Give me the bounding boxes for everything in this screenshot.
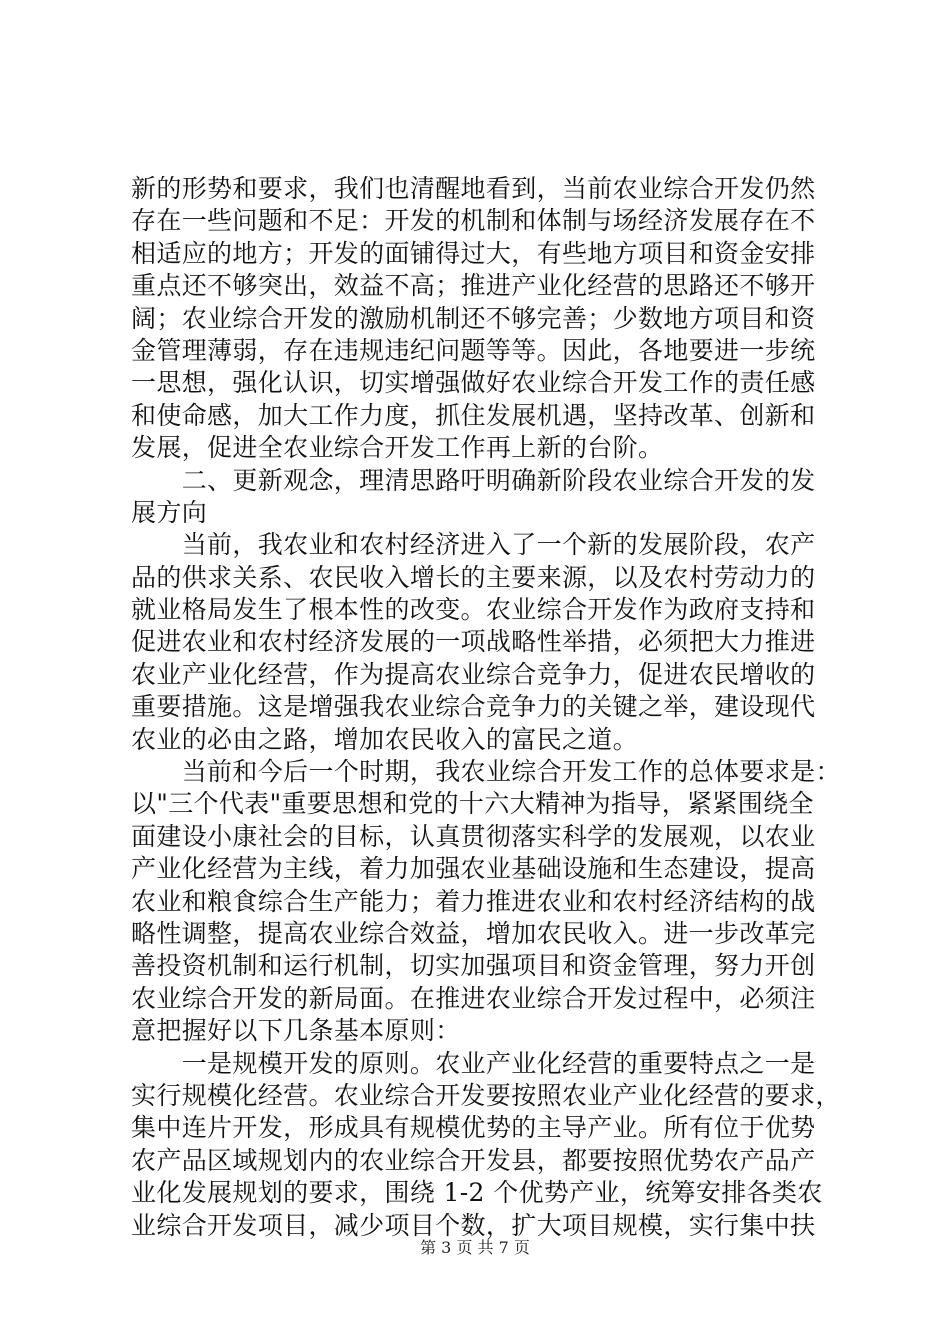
- text-line: 存在一些问题和不足：开发的机制和体制与场经济发展存在不: [131, 206, 816, 236]
- text-line: 农业综合开发的新局面。在推进农业综合开发过程中，必须注: [131, 983, 816, 1013]
- text-line: 品的供求关系、农民收入增长的主要来源，以及农村劳动力的: [131, 562, 816, 592]
- text-line: 发展，促进全农业综合开发工作再上新的台阶。: [131, 433, 664, 463]
- text-line: 展方向: [131, 497, 208, 527]
- text-line: 金管理薄弱，存在违规违纪问题等等。因此，各地要进一步统: [131, 335, 816, 365]
- text-line: 当前，我农业和农村经济进入了一个新的发展阶段，农产: [131, 530, 816, 560]
- text-line: 新的形势和要求，我们也清醒地看到，当前农业综合开发仍然: [131, 174, 816, 203]
- text-line: 农业的必由之路，增加农民收入的富民之道。: [131, 724, 639, 754]
- text-line: 实行规模化经营。农业综合开发要按照农业产业化经营的要求，: [131, 1080, 841, 1110]
- text-line: 农业和粮食综合生产能力；着力推进农业和农村经济结构的战: [131, 886, 816, 916]
- page-footer: 第 3 页 共 7 页: [420, 1238, 530, 1257]
- text-line: 以"三个代表"重要思想和党的十六大精神为指导，紧紧围绕全: [131, 789, 814, 819]
- text-line: 二、更新观念，理清思路吁明确新阶段农业综合开发的发: [131, 465, 816, 495]
- text-line: 业化发展规划的要求，围绕 1-2 个优势产业，统筹安排各类农: [131, 1178, 823, 1208]
- text-line: 阔；农业综合开发的激励机制还不够完善；少数地方项目和资: [131, 303, 816, 333]
- text-line: 一思想，强化认识，切实增强做好农业综合开发工作的责任感: [131, 368, 816, 398]
- text-line: 集中连片开发，形成具有规模优势的主导产业。所有位于优势: [131, 1113, 816, 1143]
- text-line: 促进农业和农村经济发展的一项战略性举措，必须把大力推进: [131, 627, 816, 657]
- text-line: 面建设小康社会的目标，认真贯彻落实科学的发展观，以农业: [131, 821, 816, 851]
- text-line: 产业化经营为主线，着力加强农业基础设施和生态建设，提高: [131, 854, 816, 884]
- text-line: 重点还不够突出，效益不高；推进产业化经营的思路还不够开: [131, 271, 816, 301]
- text-line: 农业产业化经营，作为提高农业综合竞争力，促进农民增收的: [131, 659, 816, 689]
- text-line: 善投资机制和运行机制，切实加强项目和资金管理，努力开创: [131, 951, 816, 981]
- text-line: 一是规模开发的原则。农业产业化经营的重要特点之一是: [131, 1048, 816, 1078]
- text-line: 相适应的地方；开发的面铺得过大，有些地方项目和资金安排: [131, 238, 816, 268]
- text-line: 业综合开发项目，减少项目个数，扩大项目规模，实行集中扶: [131, 1210, 816, 1240]
- text-line: 农产品区域规划内的农业综合开发县，都要按照优势农产品产: [131, 1145, 816, 1175]
- text-line: 重要措施。这是增强我农业综合竞争力的关键之举，建设现代: [131, 692, 816, 722]
- text-line: 略性调整，提高农业综合效益，增加农民收入。进一步改革完: [131, 918, 816, 948]
- body-text: [131, 173, 841, 1242]
- text-line: 意把握好以下几条基本原则：: [131, 1016, 461, 1046]
- text-line: 和使命感，加大工作力度，抓住发展机遇，坚持改革、创新和: [131, 400, 816, 430]
- text-line: 就业格局发生了根本性的改变。农业综合开发作为政府支持和: [131, 595, 816, 625]
- text-line: 当前和今后一个时期，我农业综合开发工作的总体要求是：: [131, 757, 841, 787]
